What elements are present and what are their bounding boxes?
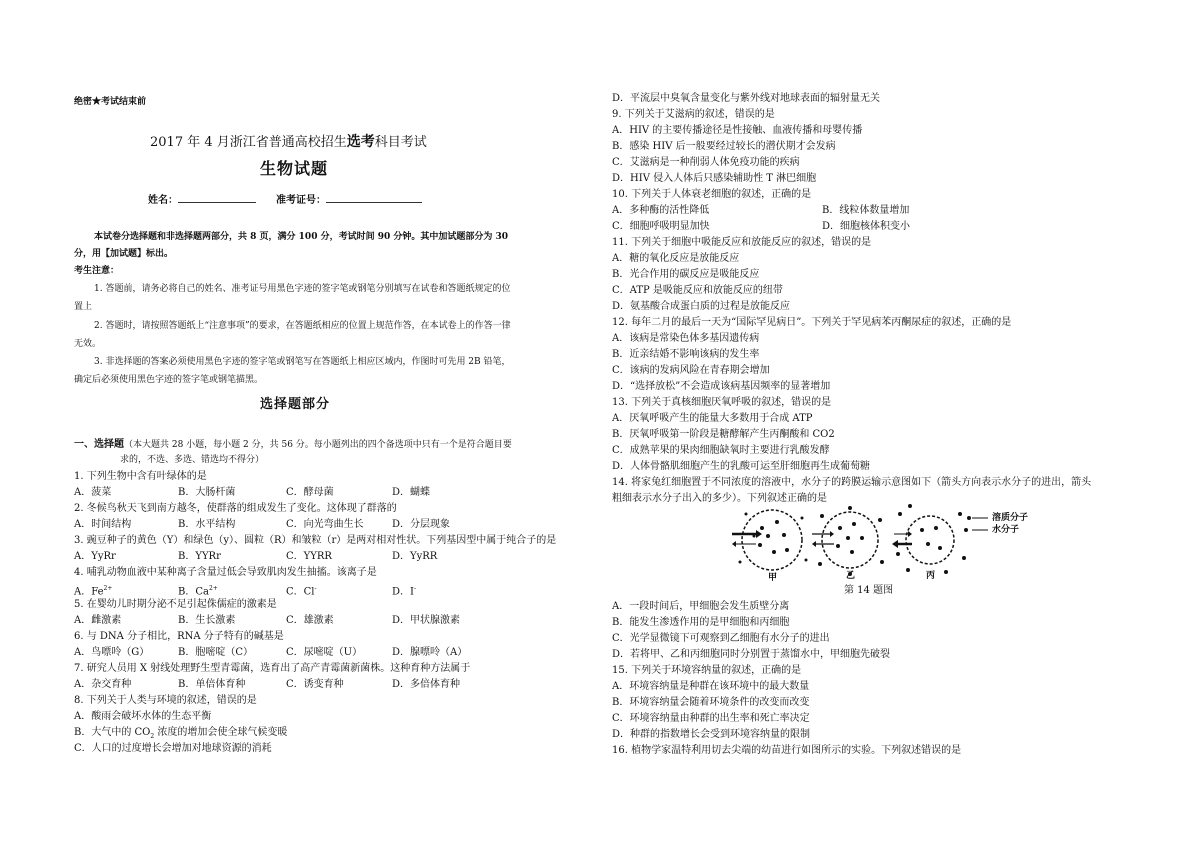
q14-option-c[interactable]: C．光学显微镜下可观察到乙细胞有水分子的进出 <box>612 633 830 644</box>
cell-yi <box>812 506 884 576</box>
notice-2a: 2. 答题时，请按照答题纸上“注意事项”的要求，在答题纸相应的位置上规范作答，在本试卷上的作答一律 <box>94 321 511 331</box>
q9-option-c[interactable]: C．艾滋病是一种削弱人体免疫功能的疾病 <box>612 157 800 168</box>
q15-option-b[interactable]: B．环境容纳量会随着环境条件的改变而改变 <box>612 697 810 708</box>
q13-option-b[interactable]: B．厌氧呼吸第一阶段是糖酵解产生丙酮酸和 CO2 <box>612 429 835 440</box>
q1-option-b[interactable]: B．大肠杆菌 <box>178 487 236 498</box>
secret-mark: 绝密★考试结束前 <box>74 97 147 107</box>
q8-option-b[interactable]: B．大气中的 $CO_2$ 浓度的增加会使全球气候变暖 <box>74 727 288 740</box>
q6-option-b[interactable]: B．胞嘧啶（C） <box>178 647 253 658</box>
notice-1a: 1. 答题前，请务必将自己的姓名、准考证号用黑色字迹的签字笔或钢笔分别填写在试卷和答题纸规定的位 <box>94 284 511 294</box>
q1-stem: 1. 下列生物中含有叶绿体的是 <box>74 471 207 482</box>
q11-option-c[interactable]: C．ATP 是吸能反应和放能反应的纽带 <box>612 285 783 296</box>
subject-title: 生物试题 <box>260 159 329 178</box>
intro-line-1: 本试卷分选择题和非选择题两部分，共 8 页，满分 100 分，考试时间 90 分钟。其中加试题部分为 30 <box>94 232 509 242</box>
q15-option-d[interactable]: D．种群的指数增长会受到环境容纳量的限制 <box>612 729 811 740</box>
q4-option-a[interactable]: A．$Fe^{2+}$ <box>74 585 113 598</box>
q6-stem: 6. 与 DNA 分子相比，RNA 分子特有的碱基是 <box>74 631 284 642</box>
q14-option-a[interactable]: A．一段时间后，甲细胞会发生质壁分离 <box>612 601 790 612</box>
q8-option-a[interactable]: A．酸雨会破坏水体的生态平衡 <box>74 711 212 722</box>
q13-stem: 13. 下列关于真核细胞厌氧呼吸的叙述，错误的是 <box>612 397 832 408</box>
q8-option-d[interactable]: D．平流层中臭氧含量变化与紫外线对地球表面的辐射量无关 <box>612 93 881 104</box>
q6-option-d[interactable]: D．腺嘌呤（A） <box>392 647 468 658</box>
q12-stem: 12. 每年二月的最后一天为“国际罕见病日”。下列关于罕见病苯丙酮尿症的叙述，正确的是 <box>612 317 1012 328</box>
q3-option-d[interactable]: D．YyRR <box>392 551 438 562</box>
q13-option-c[interactable]: C．成熟苹果的果肉细胞缺氧时主要进行乳酸发酵 <box>612 445 830 456</box>
q16-stem: 16. 植物学家温特利用切去尖端的幼苗进行如图所示的实验。下列叙述错误的是 <box>612 745 962 756</box>
part1-heading: 一、选择题（本大题共 28 小题，每小题 2 分，共 56 分。每小题列出的四个备选项中只有一个是符合题目要 <box>74 439 512 450</box>
q15-stem: 15. 下列关于环境容纳量的叙述，正确的是 <box>612 665 802 676</box>
q5-option-c[interactable]: C．雄激素 <box>286 615 334 626</box>
legend-water: 水分子 <box>992 525 1020 535</box>
q14-stem-2: 粗细表示水分子出入的多少）。下列叙述正确的是 <box>612 493 827 504</box>
q13-option-d[interactable]: D．人体骨骼肌细胞产生的乳酸可运至肝细胞再生成葡萄糖 <box>612 461 871 472</box>
q8-option-c[interactable]: C．人口的过度增长会增加对地球资源的消耗 <box>74 743 272 754</box>
q12-option-b[interactable]: B．近亲结婚不影响该病的发生率 <box>612 349 760 360</box>
notice-3b: 确定后必须使用黑色字迹的签字笔或钢笔描黑。 <box>74 375 264 385</box>
q1-option-d[interactable]: D．蝴蝶 <box>392 487 431 498</box>
q15-option-c[interactable]: C．环境容纳量由种群的出生率和死亡率决定 <box>612 713 810 724</box>
q9-option-a[interactable]: A．HIV 的主要传播途径是性接触、血液传播和母婴传播 <box>612 125 863 136</box>
q5-option-b[interactable]: B．生长激素 <box>178 615 236 626</box>
q1-option-c[interactable]: C．酵母菌 <box>286 487 334 498</box>
q3-stem: 3. 豌豆种子的黄色（Y）和绿色（y）、圆粒（R）和皱粒（r）是两对相对性状。下列基因型中属于纯合子的是 <box>74 535 557 546</box>
q9-stem: 9. 下列关于艾滋病的叙述，错误的是 <box>612 109 775 120</box>
q2-option-a[interactable]: A．时间结构 <box>74 519 132 530</box>
name-field[interactable]: 姓名： <box>148 193 256 207</box>
figure-legend <box>967 516 988 530</box>
q5-option-d[interactable]: D．甲状腺激素 <box>392 615 461 626</box>
q8-stem: 8. 下列关于人类与环境的叙述，错误的是 <box>74 695 257 706</box>
q7-stem: 7. 研究人员用 X 射线处理野生型青霉菌，选育出了高产青霉菌新菌株。这种育种方法属于 <box>74 663 471 674</box>
q4-option-d[interactable]: D．I- <box>392 585 416 598</box>
q7-option-c[interactable]: C．诱变育种 <box>286 679 344 690</box>
q15-option-a[interactable]: A．环境容纳量是种群在该环境中的最大数量 <box>612 681 810 692</box>
q10-option-b[interactable]: B．线粒体数量增加 <box>822 205 910 216</box>
q10-option-a[interactable]: A．多种酶的活性降低 <box>612 205 710 216</box>
q14-stem-1: 14. 将家兔红细胞置于不同浓度的溶液中，水分子的跨膜运输示意图如下（箭头方向表示水分子的进出，箭头 <box>612 477 1092 488</box>
q2-stem: 2. 冬候鸟秋天飞到南方越冬，使群落的组成发生了变化。这体现了群落的 <box>74 503 397 514</box>
q9-option-d[interactable]: D．HIV 侵入人体后只感染辅助性 T 淋巴细胞 <box>612 173 817 184</box>
q3-option-a[interactable]: A．YyRr <box>74 551 116 562</box>
q12-option-c[interactable]: C．该病的发病风险在青春期会增加 <box>612 365 770 376</box>
legend-solute: 溶质分子 <box>992 513 1029 523</box>
q2-option-c[interactable]: C．向光弯曲生长 <box>286 519 364 530</box>
intro-line-2: 分，用【加试题】标出。 <box>74 249 174 259</box>
cell-jia <box>732 510 808 570</box>
q14-caption: 第 14 题图 <box>844 585 894 596</box>
q4-option-c[interactable]: C．Cl- <box>286 585 317 598</box>
q11-option-a[interactable]: A．糖的氧化反应是放能反应 <box>612 253 740 264</box>
q14-option-d[interactable]: D．若将甲、乙和丙细胞同时分别置于蒸馏水中，甲细胞先破裂 <box>612 649 891 660</box>
cell-bing <box>892 504 968 574</box>
q11-option-d[interactable]: D．氨基酸合成蛋白质的过程是放能反应 <box>612 301 791 312</box>
q10-option-c[interactable]: C．细胞呼吸明显加快 <box>612 221 710 232</box>
section-title: 选择题部分 <box>260 397 331 412</box>
q4-stem: 4. 哺乳动物血液中某种离子含量过低会导致肌肉发生抽搐。该离子是 <box>74 567 377 578</box>
q4-option-b[interactable]: B．$Ca^{2+}$ <box>178 585 218 598</box>
q13-option-a[interactable]: A．厌氧呼吸产生的能量大多数用于合成 ATP <box>612 413 813 424</box>
exam-title: 2017 年 4 月浙江省普通高校招生选考科目考试 <box>150 134 427 150</box>
notice-1b: 置上 <box>74 302 93 312</box>
q11-stem: 11. 下列关于细胞中吸能反应和放能反应的叙述，错误的是 <box>612 237 872 248</box>
q6-option-a[interactable]: A．鸟嘌呤（G） <box>74 647 150 658</box>
q7-option-d[interactable]: D．多倍体育种 <box>392 679 461 690</box>
q11-option-b[interactable]: B．光合作用的碳反应是吸能反应 <box>612 269 760 280</box>
q7-option-b[interactable]: B．单倍体育种 <box>178 679 246 690</box>
label-bing: 丙 <box>926 571 936 581</box>
label-yi: 乙 <box>846 571 856 581</box>
q3-option-b[interactable]: B．YYRr <box>178 551 221 562</box>
q2-option-b[interactable]: B．水平结构 <box>178 519 236 530</box>
q12-option-d[interactable]: D．“选择放松”不会造成该病基因频率的显著增加 <box>612 381 831 392</box>
part1-heading-2: 求的，不选、多选、错选均不得分） <box>120 455 265 465</box>
q5-stem: 5. 在婴幼儿时期分泌不足引起侏儒症的激素是 <box>74 599 277 610</box>
q14-option-b[interactable]: B．能发生渗透作用的是甲细胞和丙细胞 <box>612 617 790 628</box>
q6-option-c[interactable]: C．尿嘧啶（U） <box>286 647 363 658</box>
q5-option-a[interactable]: A．雌激素 <box>74 615 122 626</box>
q9-option-b[interactable]: B．感染 HIV 后一般要经过较长的潜伏期才会发病 <box>612 141 836 152</box>
notice-2b: 无效。 <box>74 339 102 349</box>
q7-option-a[interactable]: A．杂交育种 <box>74 679 132 690</box>
notice-heading: 考生注意： <box>74 266 120 276</box>
q3-option-c[interactable]: C．YYRR <box>286 551 332 562</box>
q12-option-a[interactable]: A．该病是常染色体多基因遗传病 <box>612 333 760 344</box>
notice-3a: 3. 非选择题的答案必须使用黑色字迹的签字笔或钢笔写在答题纸上相应区域内，作图时可先用 2B 铅笔， <box>94 357 511 367</box>
id-field[interactable]: 准考证号： <box>276 193 422 207</box>
q10-option-d[interactable]: D．细胞核体积变小 <box>822 221 911 232</box>
q1-option-a[interactable]: A．菠菜 <box>74 487 112 498</box>
q2-option-d[interactable]: D．分层现象 <box>392 519 451 530</box>
label-jia: 甲 <box>768 573 778 583</box>
q10-stem: 10. 下列关于人体衰老细胞的叙述，正确的是 <box>612 189 812 200</box>
